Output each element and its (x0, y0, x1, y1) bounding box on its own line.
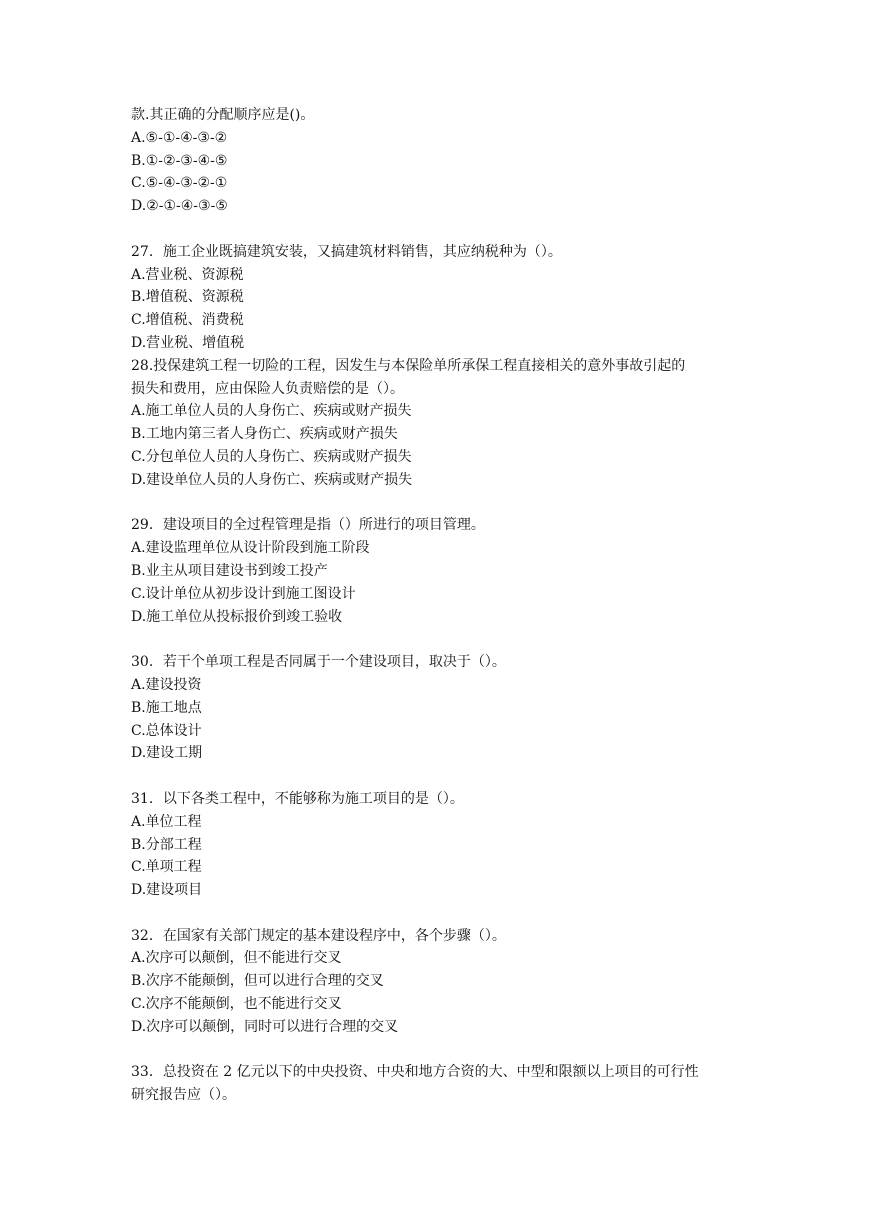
question-33-stem-line-2: 研究报告应（）。 (131, 1087, 236, 1104)
question-26-stem-end: 款.其正确的分配顺序应是()。 (131, 107, 315, 123)
question-32-option-c: C.次序不能颠倒，也不能进行交叉 (131, 996, 342, 1013)
question-29-option-a: A.建设监理单位从设计阶段到施工阶段 (131, 540, 370, 557)
question-27-option-b: B.增值税、资源税 (131, 289, 244, 306)
spacer (131, 218, 751, 241)
spacer (131, 902, 751, 925)
question-26-option-d: D.②-①-④-③-⑤ (131, 198, 228, 215)
question-32-option-b: B.次序不能颠倒，但可以进行合理的交叉 (131, 973, 384, 990)
question-30-option-d: D.建设工期 (131, 745, 203, 762)
question-29-option-b: B.业主从项目建设书到竣工投产 (131, 562, 328, 579)
question-30-option-c: C.总体设计 (131, 722, 202, 739)
question-28-option-c: C.分包单位人员的人身伤亡、疾病或财产损失 (131, 448, 412, 465)
question-27-option-a: A.营业税、资源税 (131, 266, 244, 283)
question-32-stem: 32．在国家有关部门规定的基本建设程序中，各个步骤（）。 (131, 927, 506, 944)
question-27-option-c: C.增值税、消费税 (131, 312, 244, 329)
question-28-option-d: D.建设单位人员的人身伤亡、疾病或财产损失 (131, 471, 413, 488)
question-29-option-c: C.设计单位从初步设计到施工图设计 (131, 585, 356, 602)
spacer (131, 628, 751, 651)
question-31-option-d: D.建设项目 (131, 882, 203, 899)
question-27 (131, 241, 751, 355)
question-26-option-c: C.⑤-④-③-②-① (131, 175, 228, 192)
question-32-option-d: D.次序可以颠倒，同时可以进行合理的交叉 (131, 1018, 399, 1035)
question-30-stem: 30．若干个单项工程是否同属于一个建设项目，取决于（）。 (131, 654, 506, 671)
question-29-stem: 29．建设项目的全过程管理是指（）所进行的项目管理。 (131, 517, 485, 534)
spacer (131, 492, 751, 515)
question-33-stem-line-1: 33．总投资在 2 亿元以下的中央投资、中央和地方合资的大、中型和限额以上项目的可行性 (131, 1064, 699, 1081)
question-26-option-a: A.⑤-①-④-③-② (131, 129, 228, 146)
question-28-option-b: B.工地内第三者人身伤亡、疾病或财产损失 (131, 426, 398, 443)
question-30-option-b: B.施工地点 (131, 699, 202, 716)
question-32 (131, 925, 751, 1039)
question-31-option-b: B.分部工程 (131, 836, 202, 853)
question-31-option-a: A.单位工程 (131, 813, 202, 830)
question-26-option-b: B.①-②-③-④-⑤ (131, 152, 228, 169)
question-27-stem: 27．施工企业既搞建筑安装，又搞建筑材料销售，其应纳税种为（）。 (131, 243, 562, 260)
question-33 (131, 1061, 751, 1107)
question-29 (131, 514, 751, 628)
question-28-stem-line-2: 损失和费用，应由保险人负责赔偿的是（）。 (131, 380, 404, 397)
question-28-stem-line-1: 28.投保建筑工程一切险的工程，因发生与本保险单所承保工程直接相关的意外事故引起的 (131, 357, 686, 374)
document-page (131, 104, 751, 1107)
question-32-option-a: A.次序可以颠倒，但不能进行交叉 (131, 950, 342, 967)
question-27-option-d: D.营业税、增值税 (131, 334, 245, 351)
question-29-option-d: D.施工单位从投标报价到竣工验收 (131, 608, 343, 625)
question-31-stem: 31．以下各类工程中，不能够称为施工项目的是（）。 (131, 790, 464, 807)
question-30-option-a: A.建设投资 (131, 676, 202, 693)
question-26-tail (131, 104, 751, 218)
question-30 (131, 651, 751, 765)
spacer (131, 765, 751, 788)
question-31-option-c: C.单项工程 (131, 859, 202, 876)
question-31 (131, 788, 751, 902)
question-28-option-a: A.施工单位人员的人身伤亡、疾病或财产损失 (131, 403, 412, 420)
question-28 (131, 355, 751, 492)
spacer (131, 1039, 751, 1062)
